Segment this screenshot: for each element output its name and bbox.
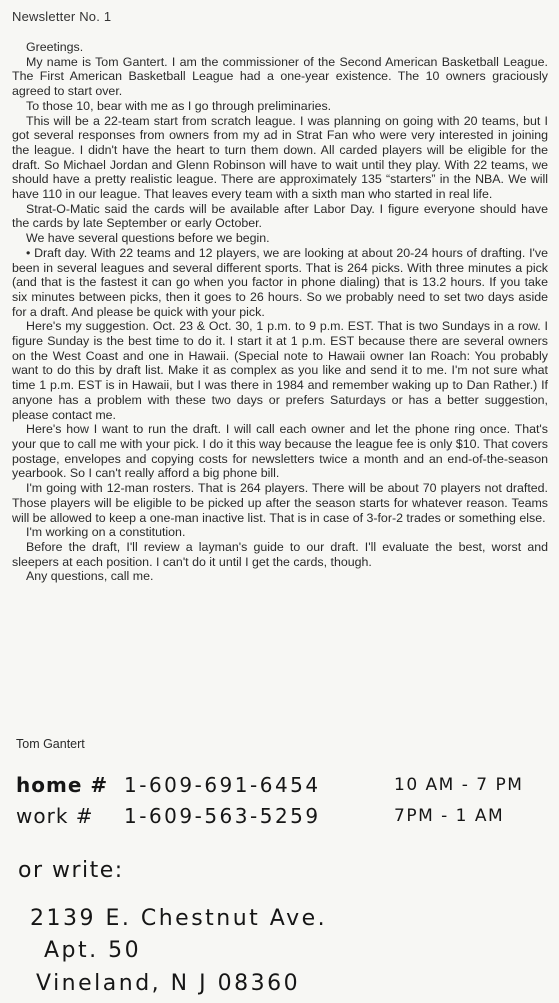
home-label: home # (16, 773, 109, 797)
greeting-paragraph: Greetings. (26, 40, 84, 54)
work-phone-number: 1-609-563-5259 (124, 804, 321, 828)
suggestion-paragraph: Here's my suggestion. Oct. 23 & Oct. 30, 1 p.m. to 9 p.m. EST. That is two Sundays in a row. I figure Sunday is the best time to do it. I start it at 1 p.m. EST because there are several owners on the West Coast and one in Hawaii. (Special note to Hawaii owner Ian Roach: You probably want to do this by draft list. Make it as complex as you like and send it to me. I'm not sure what time 1 p.m. EST is in Hawaii, but I was there in 1984 and remember waking up to Dan Rather.) If anyone has a problem with these two days or prefers Saturdays or has a better suggestion, please contact me. (12, 319, 548, 422)
work-phone-row (0, 804, 559, 832)
draft-procedure-paragraph: Here's how I want to run the draft. I will call each owner and let the phone ring once. That's your que to call me with your pick. I do it this way because the league fee is only $10. That covers postage, envelopes and copying costs for newsletters twice a month and an end-of-the-season yearbook. So I can't really afford a big phone bill. (12, 422, 548, 481)
home-phone-row (0, 773, 559, 801)
league-setup-paragraph: This will be a 22-team start from scratch league. I was planning on going with 20 teams, but I got several responses from owners from my ad in Strat Fan who were very interested in joining the league. I didn't have the heart to turn them down. All carded players will be eligible for the draft. So Michael Jordan and Glenn Robinson will have to wait until they play. With 22 teams, we should have a pretty realistic league. There are approximately 135 “starters” in the NBA. We will have 110 in our league. That leaves every team with a sixth man who started in real life. (12, 113, 548, 202)
letter-body (12, 40, 548, 584)
constitution-paragraph: I'm working on a constitution. (26, 525, 186, 540)
address-line-apt: Apt. 50 (44, 938, 142, 963)
or-write-label: or write: (18, 858, 124, 883)
draft-day-paragraph: • Draft day. With 22 teams and 12 players, we are looking at about 20-24 hours of drafting. I've been in several leagues and several different sports. That is 264 picks. With three minutes a pick (and that is the fastest it can go when you factor in phone dialing) that is 13.2 hours. If you take six minutes between picks, then it goes to 26 hours. So we probably need to set two days aside for a draft. And please be quick with your pick. (12, 245, 548, 319)
newsletter-title: Newsletter No. 1 (12, 9, 112, 24)
review-paragraph: Before the draft, I'll review a layman's guide to our draft. I'll evaluate the best, worst and sleepers at each position. I can't do it until I get the cards, though. (12, 539, 548, 569)
address-line-city: Vineland, N J 08360 (36, 971, 301, 996)
address-line-street: 2139 E. Chestnut Ave. (30, 906, 328, 931)
work-label: work # (16, 804, 94, 828)
preliminaries-paragraph: To those 10, bear with me as I go through preliminaries. (26, 98, 332, 113)
home-hours: 10 AM - 7 PM (394, 775, 524, 795)
questions-paragraph: We have several questions before we begin. (26, 231, 270, 246)
home-phone-number: 1-609-691-6454 (124, 773, 321, 797)
intro-paragraph: My name is Tom Gantert. I am the commissioner of the Second American Basketball League. The First American Basketball League had a one-year existence. The 10 owners graciously agreed to start over. (12, 54, 548, 99)
rosters-paragraph: I'm going with 12-man rosters. That is 264 players. There will be about 70 players not drafted. Those players will be eligible to be picked up after the season starts for whatever reason. Teams will be allowed to keep a one-man inactive list. That is in case of 3-for-2 trades or something else. (12, 481, 548, 525)
closing-paragraph: Any questions, call me. (26, 569, 154, 584)
work-hours: 7PM - 1 AM (394, 806, 505, 826)
signature: Tom Gantert (16, 737, 85, 751)
cards-availability-paragraph: Strat-O-Matic said the cards will be available after Labor Day. I figure everyone should have the cards by late September or early October. (12, 201, 548, 231)
